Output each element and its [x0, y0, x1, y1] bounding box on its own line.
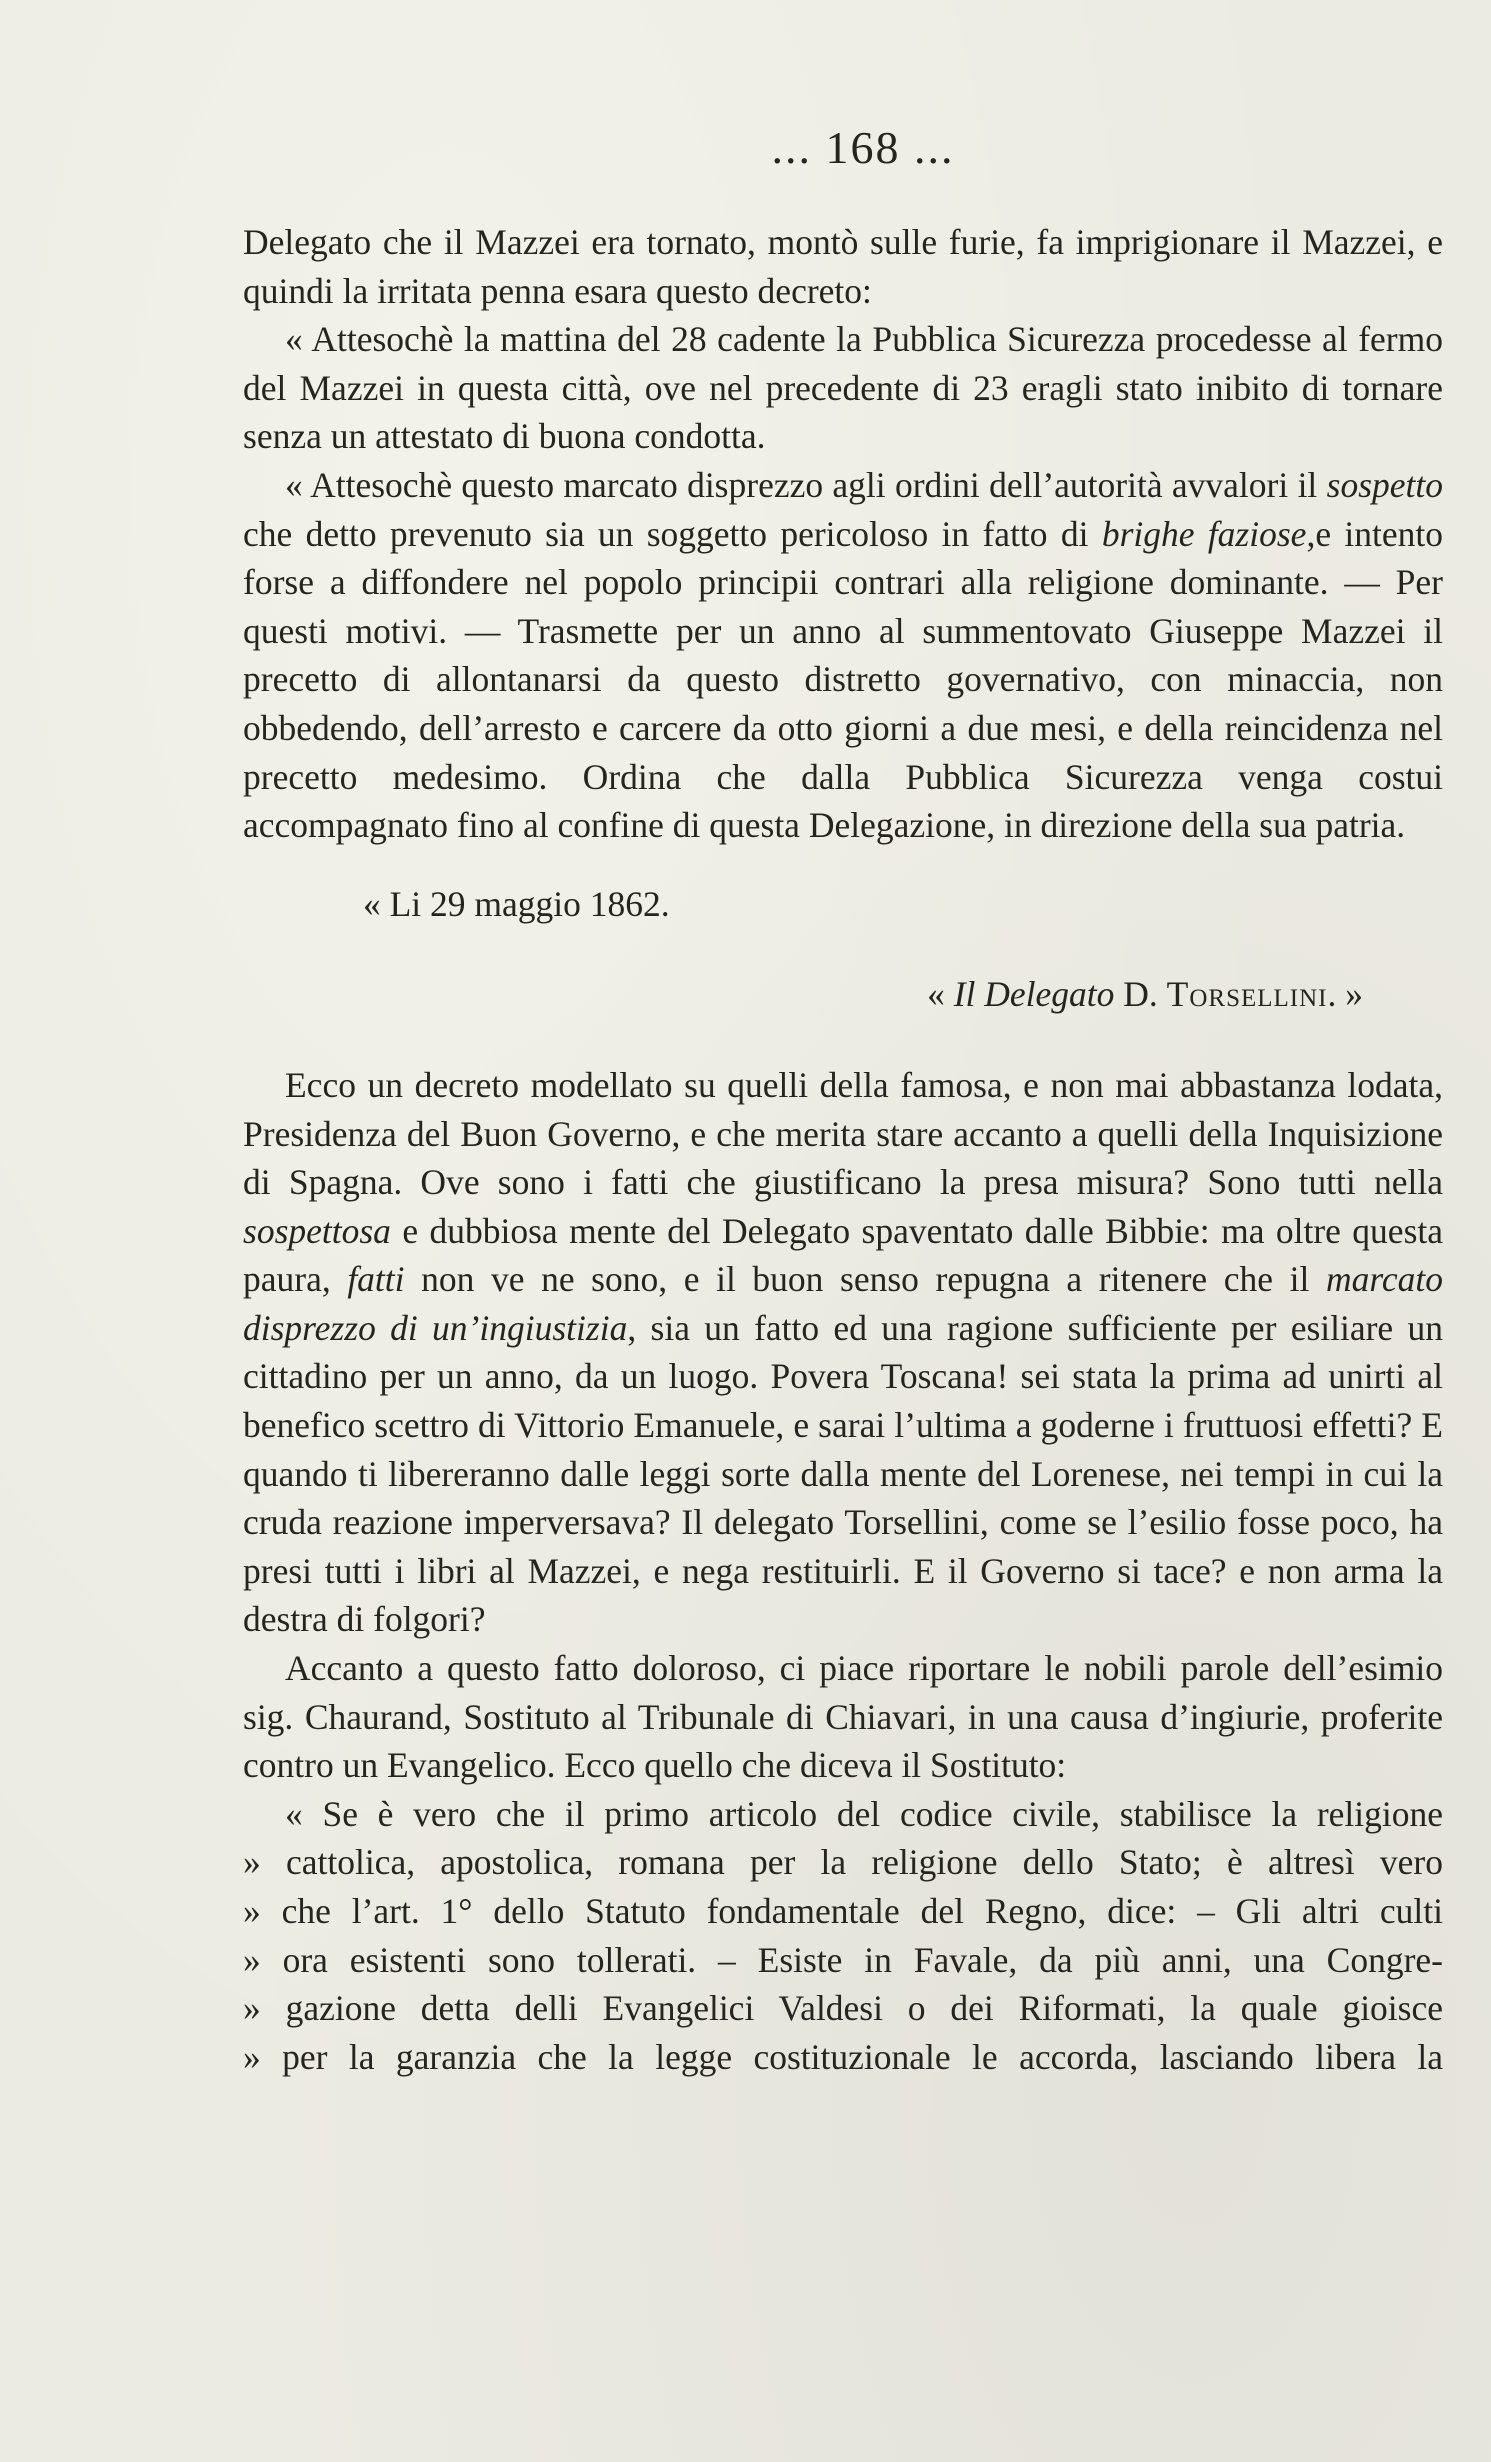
signature-name: Torsellini: [1166, 974, 1328, 1015]
decree-signature: [243, 970, 1443, 1019]
paragraph-chaurand-intro: Accanto a questo fatto doloroso, ci piace riportare le nobili parole dell’esimio sig. Chaurand, Sostituto al Tribunale di Chiavari, in una causa d’ingiurie, proferite contro un Evangelico. Ecco quello che diceva il Sostituto:: [243, 1648, 1443, 1786]
quotation-line: » cattolica, apostolica, romana per la religione dello Stato; è altresì vero: [243, 1842, 1443, 1883]
text-run: , sia un fatto ed una ragione sufficiente per esiliare un cittadino per un anno, da un luogo. Povera Toscana! sei stata la prima ad unirti al benefico scettro di Vittorio Emanuele, e sarai l’ultima a goderne i fruttuosi effetti? E quando ti libereranno dalle leggi sorte dalla mente del Lorenese, nei tempi in cui la cruda reazione imperversava? Il delegato Torsellini, come se l’esilio fosse poco, ha presi tutti i libri al Mazzei, e nega restituirli. E il Governo si tace? e non arma la destra di folgori?: [243, 1307, 1444, 1640]
text-run: non ve ne sono, e il buon senso repugna a ritenere che il: [404, 1259, 1326, 1300]
italic-run: marcato disprezzo di un’ingiustizia: [243, 1259, 1443, 1348]
signature-open: «: [927, 974, 954, 1015]
quotation-line: « Se è vero che il primo articolo del codice civile, stabilisce la religione: [285, 1793, 1443, 1834]
quotation-line: » che l’art. 1° dello Statuto fondamentale del Regno, dice: – Gli altri culti: [243, 1891, 1443, 1931]
signature-close: . »: [1327, 974, 1363, 1015]
text-run: che detto prevenuto sia un soggetto pericoloso in fatto di: [243, 513, 1102, 554]
paragraph-decree-intro: Delegato che il Mazzei era tornato, montò sulle furie, fa imprigionare il Mazzei, e quindi la irritata penna esara questo decreto:: [243, 222, 1443, 311]
decree-date: « Li 29 maggio 1862.: [363, 883, 670, 924]
quotation-line: » per la garanzia che la legge costituzionale le accorda, lasciando libera la: [243, 2036, 1443, 2077]
text-run: « Attesochè questo marcato disprezzo agli ordini dell’autorità avvalori il: [285, 464, 1327, 505]
italic-run: brighe faziose: [1101, 513, 1307, 554]
book-page: [243, 118, 1443, 2081]
paragraph-decree-second-clause: [243, 461, 1443, 850]
text-run: e dubbiosa mente del Delegato spaventato dalle Bibbie: ma oltre questa paura,: [243, 1210, 1443, 1300]
page-number: ... 168 ...: [771, 122, 955, 173]
paragraph-decree-first-clause: « Attesochè la mattina del 28 cadente la Pubblica Sicurezza procedesse al fermo del Mazzei in questa città, ove nel precedente di 23 eragli stato inibito di tornare senza un attestato di buona condotta.: [243, 319, 1443, 457]
paragraph-commentary: [243, 1061, 1443, 1644]
text-run: ,e intento forse a diffondere nel popolo principii contrari alla religione dominante. — Per questi motivi. — Trasmette per un anno al summentovato Giuseppe Mazzei il precetto di allontanarsi da questo distretto governativo, con minaccia, non obbedendo, dell’arresto e carcere da otto giorni a due mesi, e della reincidenza nel precetto medesimo. Ordina che dalla Pubblica Sicurezza venga costui accompagnato fino al confine di questa Delegazione, in direzione della sua patria.: [243, 513, 1443, 846]
signature-initial: D.: [1114, 974, 1167, 1015]
quotation-block: [243, 1790, 1443, 2082]
quotation-line: » ora esistenti sono tollerati. – Esiste in Favale, da più anni, una Congre-: [243, 1939, 1443, 1980]
italic-run: fatti: [347, 1259, 405, 1300]
signature-title: Il Delegato: [953, 974, 1115, 1015]
italic-run: sospetto: [1326, 464, 1443, 505]
section-gap: [243, 1019, 1443, 1061]
text-run: Ecco un decreto modellato su quelli della famosa, e non mai abbastanza lodata, Presidenza del Buon Governo, e che merita stare accanto a quelli della Inquisizione di Spagna. Ove sono i fatti che giustificano la presa misura? Sono tutti nella: [243, 1064, 1443, 1203]
italic-run: sospettosa: [243, 1210, 391, 1251]
quotation-line: » gazione detta delli Evangelici Valdesi o dei Riformati, la quale gioisce: [243, 1988, 1443, 2029]
